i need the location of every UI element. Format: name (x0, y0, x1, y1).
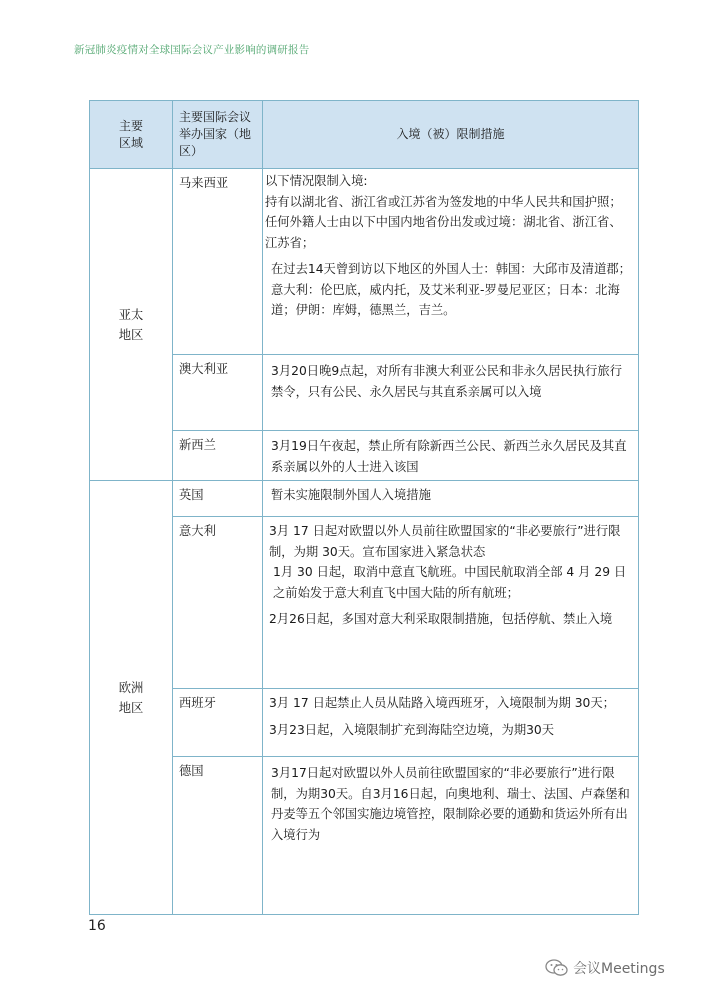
table-row (90, 169, 639, 355)
column-header-country: 主要国际会议 举办国家（地 区） (173, 101, 263, 169)
measure-text: 3月20日晚9点起，对所有非澳大利亚公民和非永久居民执行旅行禁令，只有公民、永久居民与其直系亲属可以入境 (271, 364, 623, 399)
measure-text: 暂未实施限制外国人入境措施 (271, 488, 431, 502)
measure-text: 3月23日起，入境限制扩充到海陆空边境，为期30天 (269, 722, 555, 737)
table-row (90, 517, 639, 689)
table-row (90, 481, 639, 517)
restrictions-table-wrapper (89, 100, 638, 915)
region-cell-europe: 欧洲 地区 (90, 481, 173, 915)
measures-cell-australia (263, 355, 639, 431)
measure-text: 任何外籍人士由以下中国内地省份出发或过境：湖北省、浙江省、江苏省； (265, 215, 622, 250)
table-row (90, 689, 639, 757)
measures-cell-new-zealand (263, 431, 639, 481)
measures-cell-spain (263, 689, 639, 757)
country-cell-malaysia: 马来西亚 (173, 169, 263, 355)
country-cell-italy: 意大利 (173, 517, 263, 689)
column-header-measures: 入境（被）限制措施 (263, 101, 639, 169)
measures-cell-uk (263, 481, 639, 517)
measure-text: 3月19日午夜起，禁止所有除新西兰公民、新西兰永久居民及其直系亲属以外的人士进入该国 (271, 439, 627, 474)
watermark (545, 958, 665, 978)
measure-text: 3月 17 日起对欧盟以外人员前往欧盟国家的“非必要旅行”进行限制，为期 30天。宣布国家进入紧急状态 (269, 524, 621, 559)
measure-text: 3月 17 日起禁止人员从陆路入境西班牙，入境限制为期 30天； (269, 696, 615, 710)
wechat-icon (545, 959, 569, 977)
table-header-row (90, 101, 639, 169)
report-header-title: 新冠肺炎疫情对全球国际会议产业影响的调研报告 (74, 44, 310, 56)
country-cell-new-zealand: 新西兰 (173, 431, 263, 481)
column-header-region: 主要 区域 (90, 101, 173, 169)
watermark-text: 会议Meetings (573, 961, 665, 977)
table-row (90, 757, 639, 915)
page-number: 16 (88, 918, 106, 934)
measure-text: 在过去14天曾到访以下地区的外国人士：韩国：大邱市及清道郡；意大利：伦巴底，威内托，及艾米利亚-罗曼尼亚区；日本：北海道；伊朗：库姆，德黑兰，吉兰。 (271, 262, 631, 317)
region-cell-asia-pacific: 亚太 地区 (90, 169, 173, 481)
measure-text: 1月 30 日起，取消中意直飞航班。中国民航取消全部 4 月 29 日之前始发于意大利直飞中国大陆的所有航班； (273, 565, 627, 600)
measure-text: 3月17日起对欧盟以外人员前往欧盟国家的“非必要旅行”进行限制，为期30天。自3月16日起，向奥地利、瑞士、法国、卢森堡和丹麦等五个邻国实施边境管控，限制除必要的通勤和货运外所有出入境行为 (271, 766, 630, 842)
measure-text: 以下情况限制入境: (265, 174, 368, 188)
measures-cell-italy (263, 517, 639, 689)
country-cell-australia: 澳大利亚 (173, 355, 263, 431)
country-cell-spain: 西班牙 (173, 689, 263, 757)
table-row (90, 431, 639, 481)
entry-restrictions-table (89, 100, 639, 915)
country-cell-germany: 德国 (173, 757, 263, 915)
measure-text: 持有以湖北省、浙江省或江苏省为签发地的中华人民共和国护照； (265, 194, 622, 209)
measures-cell-germany (263, 757, 639, 915)
table-row (90, 355, 639, 431)
country-cell-uk: 英国 (173, 481, 263, 517)
measure-text: 2月26日起，多国对意大利采取限制措施，包括停航、禁止入境 (269, 612, 613, 626)
measures-cell-malaysia (263, 169, 639, 355)
